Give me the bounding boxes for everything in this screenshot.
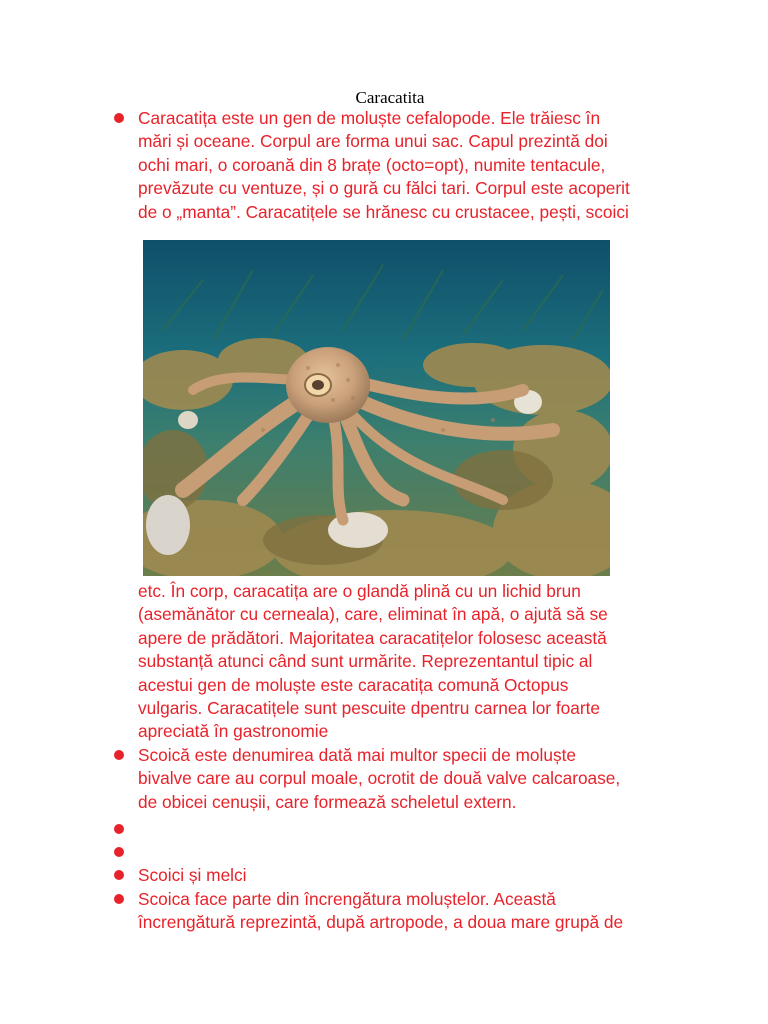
text-line: bivalve care au corpul moale, ocrotit de două valve calcaroase, — [138, 768, 621, 789]
text-line: etc. În corp, caracatița are o glandă plină cu un lichid brun — [138, 581, 581, 601]
paragraph-octopus-continued — [138, 580, 678, 744]
text-line: de obicei cenușii, care formează scheletul extern. — [138, 791, 517, 812]
text-line: acestui gen de moluște este caracatița comună Octopus — [138, 674, 569, 695]
text-line: Scoică este denumirea dată mai multor specii de moluște — [138, 745, 577, 765]
text-line: încrengătură reprezintă, după artropode, a doua mare grupă de — [138, 912, 624, 933]
bullet-empty-1 — [114, 824, 124, 834]
text-line: substanță atunci când sunt urmărite. Reprezentantul tipic al — [138, 651, 593, 672]
document-title: Caracatita — [355, 88, 425, 107]
octopus-photo — [143, 240, 610, 576]
bullet-1 — [114, 113, 124, 123]
text-line: de o „manta”. Caracatițele se hrănesc cu crustacee, pești, scoici — [138, 201, 629, 222]
bullet-4 — [114, 894, 124, 904]
paragraph-scoica-phylum — [138, 888, 678, 935]
bullet-2 — [114, 750, 124, 760]
bullet-3 — [114, 870, 124, 880]
text-line: apere de prădători. Majoritatea caracatițelor folosesc această — [138, 627, 607, 648]
paragraph-scoica-definition — [138, 744, 678, 814]
text-line: Scoica face parte din încrengătura moluștelor. Această — [138, 889, 556, 909]
text-line: mări și oceane. Corpul are forma unui sac. Capul prezintă doi — [138, 131, 608, 152]
paragraph-octopus-intro — [138, 107, 678, 224]
text-line: ochi mari, o coroană din 8 brațe (octo=opt), numite tentacule, — [138, 154, 606, 175]
text-line: apreciată în gastronomie — [138, 721, 329, 742]
text-line: vulgaris. Caracatițele sunt pescuite dpentru carnea lor foarte — [138, 698, 601, 719]
text-line: Scoici și melci — [138, 865, 247, 885]
text-line: (asemănător cu cerneala), care, eliminat în apă, o ajută să se — [138, 604, 608, 625]
bullet-empty-2 — [114, 847, 124, 857]
paragraph-scoici-melci — [138, 864, 678, 887]
text-line: prevăzute cu ventuze, și o gură cu fălci tari. Corpul este acoperit — [138, 178, 630, 199]
text-line: Caracatița este un gen de moluște cefalopode. Ele trăiesc în — [138, 108, 601, 128]
